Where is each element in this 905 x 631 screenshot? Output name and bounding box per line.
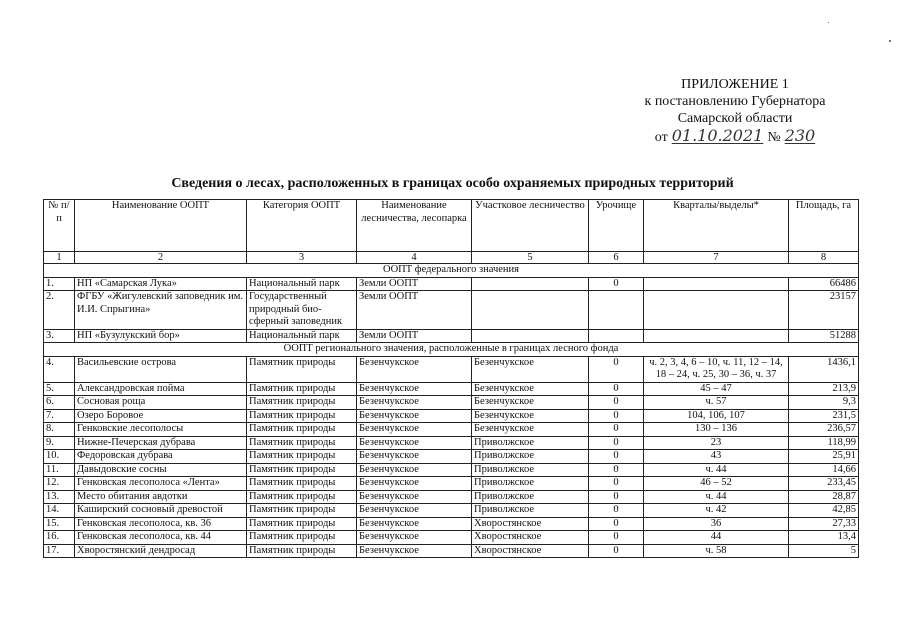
table-row: [44, 531, 859, 545]
table-cell: 0: [589, 504, 644, 518]
table-cell: 3.: [44, 329, 75, 343]
table-cell: ч. 44: [644, 490, 789, 504]
table-cell: 4.: [44, 356, 75, 382]
table-cell: Безенчукское: [357, 544, 472, 558]
table-cell: 118,99: [789, 436, 859, 450]
table-cell: 6.: [44, 396, 75, 410]
table-cell: 5: [789, 544, 859, 558]
table-cell: Место обитания авдотки: [75, 490, 247, 504]
appendix-block: [600, 76, 870, 146]
scan-speck: [828, 22, 829, 23]
table-cell: Безенчукское: [357, 356, 472, 382]
table-cell: 42,85: [789, 504, 859, 518]
table-cell: 0: [589, 382, 644, 396]
header-cell: Площадь, га: [789, 200, 859, 252]
table-cell: 0: [589, 396, 644, 410]
table-cell: 2.: [44, 291, 75, 330]
table-cell: 1.: [44, 277, 75, 291]
table-cell: Безенчукское: [357, 477, 472, 491]
table-cell: 17.: [44, 544, 75, 558]
table-row: [44, 450, 859, 464]
table-cell: НП «Самарская Лука»: [75, 277, 247, 291]
table-cell: 8.: [44, 423, 75, 437]
table-cell: [472, 291, 589, 330]
column-number: 3: [247, 252, 357, 264]
table-cell: Памятник природы: [247, 531, 357, 545]
table-cell: 104, 106, 107: [644, 409, 789, 423]
table-cell: Памятник природы: [247, 409, 357, 423]
table-cell: ч. 42: [644, 504, 789, 518]
table-cell: Озеро Боровое: [75, 409, 247, 423]
table-cell: Безенчукское: [357, 450, 472, 464]
table-cell: 0: [589, 490, 644, 504]
table-cell: 10.: [44, 450, 75, 464]
table-cell: 13.: [44, 490, 75, 504]
table-cell: 0: [589, 477, 644, 491]
table-row: [44, 329, 859, 343]
table-cell: Генковская лесополоса, кв. 44: [75, 531, 247, 545]
column-number: 6: [589, 252, 644, 264]
table-cell: 0: [589, 356, 644, 382]
handwritten-number: 230: [784, 126, 816, 145]
table-cell: Памятник природы: [247, 544, 357, 558]
table-cell: 14,66: [789, 463, 859, 477]
section-row: [44, 343, 859, 357]
table-cell: 23: [644, 436, 789, 450]
table-cell: Памятник природы: [247, 517, 357, 531]
table-cell: 9.: [44, 436, 75, 450]
table-row: [44, 291, 859, 330]
table-cell: 46 – 52: [644, 477, 789, 491]
table-cell: 236,57: [789, 423, 859, 437]
table-cell: Приволжское: [472, 450, 589, 464]
table-cell: Приволжское: [472, 477, 589, 491]
table-cell: 0: [589, 423, 644, 437]
table-cell: ч. 44: [644, 463, 789, 477]
table-cell: Безенчукское: [357, 463, 472, 477]
table-cell: 12.: [44, 477, 75, 491]
table-cell: Генковская лесополоса, кв. 36: [75, 517, 247, 531]
header-cell: Урочище: [589, 200, 644, 252]
table-cell: Васильевские острова: [75, 356, 247, 382]
table-cell: 16.: [44, 531, 75, 545]
table-cell: Генковская лесополоса «Лента»: [75, 477, 247, 491]
table-cell: 130 – 136: [644, 423, 789, 437]
table-cell: Сосновая роща: [75, 396, 247, 410]
appendix-date-number-row: [600, 127, 870, 146]
table-cell: Памятник природы: [247, 477, 357, 491]
table-cell: 1436,1: [789, 356, 859, 382]
table-cell: Приволжское: [472, 490, 589, 504]
table-cell: Памятник природы: [247, 356, 357, 382]
section-title: ООПТ федерального значения: [44, 264, 859, 278]
table-cell: Приволжское: [472, 463, 589, 477]
header-cell: № п/п: [44, 200, 75, 252]
table-cell: [472, 329, 589, 343]
table-body: [44, 264, 859, 558]
table-cell: 0: [589, 531, 644, 545]
table-cell: 213,9: [789, 382, 859, 396]
table-cell: Памятник природы: [247, 382, 357, 396]
table-cell: 43: [644, 450, 789, 464]
table-row: [44, 409, 859, 423]
table-cell: Земли ООПТ: [357, 329, 472, 343]
table-row: [44, 356, 859, 382]
table-cell: Памятник природы: [247, 490, 357, 504]
table-cell: Безенчукское: [357, 382, 472, 396]
table-row: [44, 517, 859, 531]
scan-speck: [889, 40, 891, 42]
table-row: [44, 382, 859, 396]
table-cell: 233,45: [789, 477, 859, 491]
table-cell: Памятник природы: [247, 396, 357, 410]
number-sign: №: [767, 130, 781, 145]
table-cell: 0: [589, 409, 644, 423]
table-cell: 0: [589, 544, 644, 558]
header-cell: Участковое лесничество: [472, 200, 589, 252]
table-cell: 44: [644, 531, 789, 545]
table-cell: 51288: [789, 329, 859, 343]
table-cell: [589, 291, 644, 330]
section-row: [44, 264, 859, 278]
table-cell: Приволжское: [472, 436, 589, 450]
table-cell: 9,3: [789, 396, 859, 410]
table-cell: 231,5: [789, 409, 859, 423]
table-cell: Приволжское: [472, 504, 589, 518]
table-cell: [589, 329, 644, 343]
table-row: [44, 544, 859, 558]
table-cell: 0: [589, 517, 644, 531]
column-number: 8: [789, 252, 859, 264]
table-cell: Памятник природы: [247, 436, 357, 450]
table-cell: Безенчукское: [357, 490, 472, 504]
table-row: [44, 436, 859, 450]
table-cell: ч. 2, 3, 4, 6 – 10, ч. 11, 12 – 14, 18 – 24, ч. 25, 30 – 36, ч. 37: [644, 356, 789, 382]
table-cell: 28,87: [789, 490, 859, 504]
column-number-row: [44, 252, 859, 264]
table-cell: [644, 277, 789, 291]
table-cell: Национальный парк: [247, 277, 357, 291]
table-row: [44, 490, 859, 504]
table-cell: ФГБУ «Жигулевский заповедник им. И.И. Спрыгина»: [75, 291, 247, 330]
table-cell: Нижне-Печерская дубрава: [75, 436, 247, 450]
table-cell: Хворостянское: [472, 531, 589, 545]
table-cell: Безенчукское: [357, 517, 472, 531]
table-cell: 0: [589, 277, 644, 291]
table-cell: НП «Бузулукский бор»: [75, 329, 247, 343]
handwritten-date: 01.10.2021: [671, 126, 764, 145]
forest-table: [43, 199, 859, 558]
table-cell: 0: [589, 463, 644, 477]
table-cell: Александровская пойма: [75, 382, 247, 396]
table-row: [44, 423, 859, 437]
table-cell: Безенчукское: [472, 409, 589, 423]
table-cell: 13,4: [789, 531, 859, 545]
table-cell: 7.: [44, 409, 75, 423]
table-row: [44, 277, 859, 291]
table-cell: 5.: [44, 382, 75, 396]
table-cell: 66486: [789, 277, 859, 291]
column-number: 7: [644, 252, 789, 264]
header-cell: Наименование лесничества, лесопарка: [357, 200, 472, 252]
table-cell: Памятник природы: [247, 450, 357, 464]
table-cell: Генковские лесополосы: [75, 423, 247, 437]
table-cell: 45 – 47: [644, 382, 789, 396]
table-cell: Памятник природы: [247, 463, 357, 477]
table-cell: [644, 329, 789, 343]
table-cell: ч. 58: [644, 544, 789, 558]
column-number: 5: [472, 252, 589, 264]
appendix-line: Самарской области: [677, 111, 793, 126]
table-cell: Каширский сосновый древостой: [75, 504, 247, 518]
header-cell: Категория ООПТ: [247, 200, 357, 252]
table-cell: Национальный парк: [247, 329, 357, 343]
table-cell: Безенчукское: [357, 396, 472, 410]
table-cell: 0: [589, 436, 644, 450]
table-cell: Безенчукское: [472, 396, 589, 410]
appendix-line: к постановлению Губернатора: [644, 94, 826, 109]
table-cell: 11.: [44, 463, 75, 477]
table-cell: 36: [644, 517, 789, 531]
table-row: [44, 477, 859, 491]
table-cell: Памятник природы: [247, 423, 357, 437]
table-cell: Безенчукское: [357, 531, 472, 545]
table-cell: Безенчукское: [357, 423, 472, 437]
table-cell: Безенчукское: [472, 356, 589, 382]
table-cell: 0: [589, 450, 644, 464]
table-cell: Федоровская дубрава: [75, 450, 247, 464]
appendix-title: ПРИЛОЖЕНИЕ 1: [681, 77, 789, 92]
table-cell: Безенчукское: [472, 423, 589, 437]
from-prefix: от: [654, 130, 668, 145]
table-cell: Хворостянское: [472, 517, 589, 531]
column-number: 4: [357, 252, 472, 264]
header-cell: Наименование ООПТ: [75, 200, 247, 252]
table-cell: Хворостянский дендросад: [75, 544, 247, 558]
table-cell: 27,33: [789, 517, 859, 531]
table-cell: Хворостянское: [472, 544, 589, 558]
column-number: 2: [75, 252, 247, 264]
table-cell: Безенчукское: [357, 504, 472, 518]
table-cell: [472, 277, 589, 291]
table-cell: Памятник природы: [247, 504, 357, 518]
header-cell: Кварталы/выделы*: [644, 200, 789, 252]
column-number: 1: [44, 252, 75, 264]
table-cell: Безенчукское: [472, 382, 589, 396]
header-row: [44, 200, 859, 252]
table-cell: Безенчукское: [357, 436, 472, 450]
table-cell: 14.: [44, 504, 75, 518]
table-cell: Государственный природный био-сферный заповедник: [247, 291, 357, 330]
table-cell: 23157: [789, 291, 859, 330]
table-cell: Земли ООПТ: [357, 277, 472, 291]
table-cell: Земли ООПТ: [357, 291, 472, 330]
table-cell: 25,91: [789, 450, 859, 464]
table-cell: Безенчукское: [357, 409, 472, 423]
table-cell: 15.: [44, 517, 75, 531]
table-cell: [644, 291, 789, 330]
section-title: ООПТ регионального значения, расположенные в границах лесного фонда: [44, 343, 859, 357]
table-cell: Давыдовские сосны: [75, 463, 247, 477]
document-title: Сведения о лесах, расположенных в границах особо охраняемых природных территорий: [171, 176, 734, 191]
table-cell: ч. 57: [644, 396, 789, 410]
table-row: [44, 504, 859, 518]
table-row: [44, 396, 859, 410]
table-row: [44, 463, 859, 477]
